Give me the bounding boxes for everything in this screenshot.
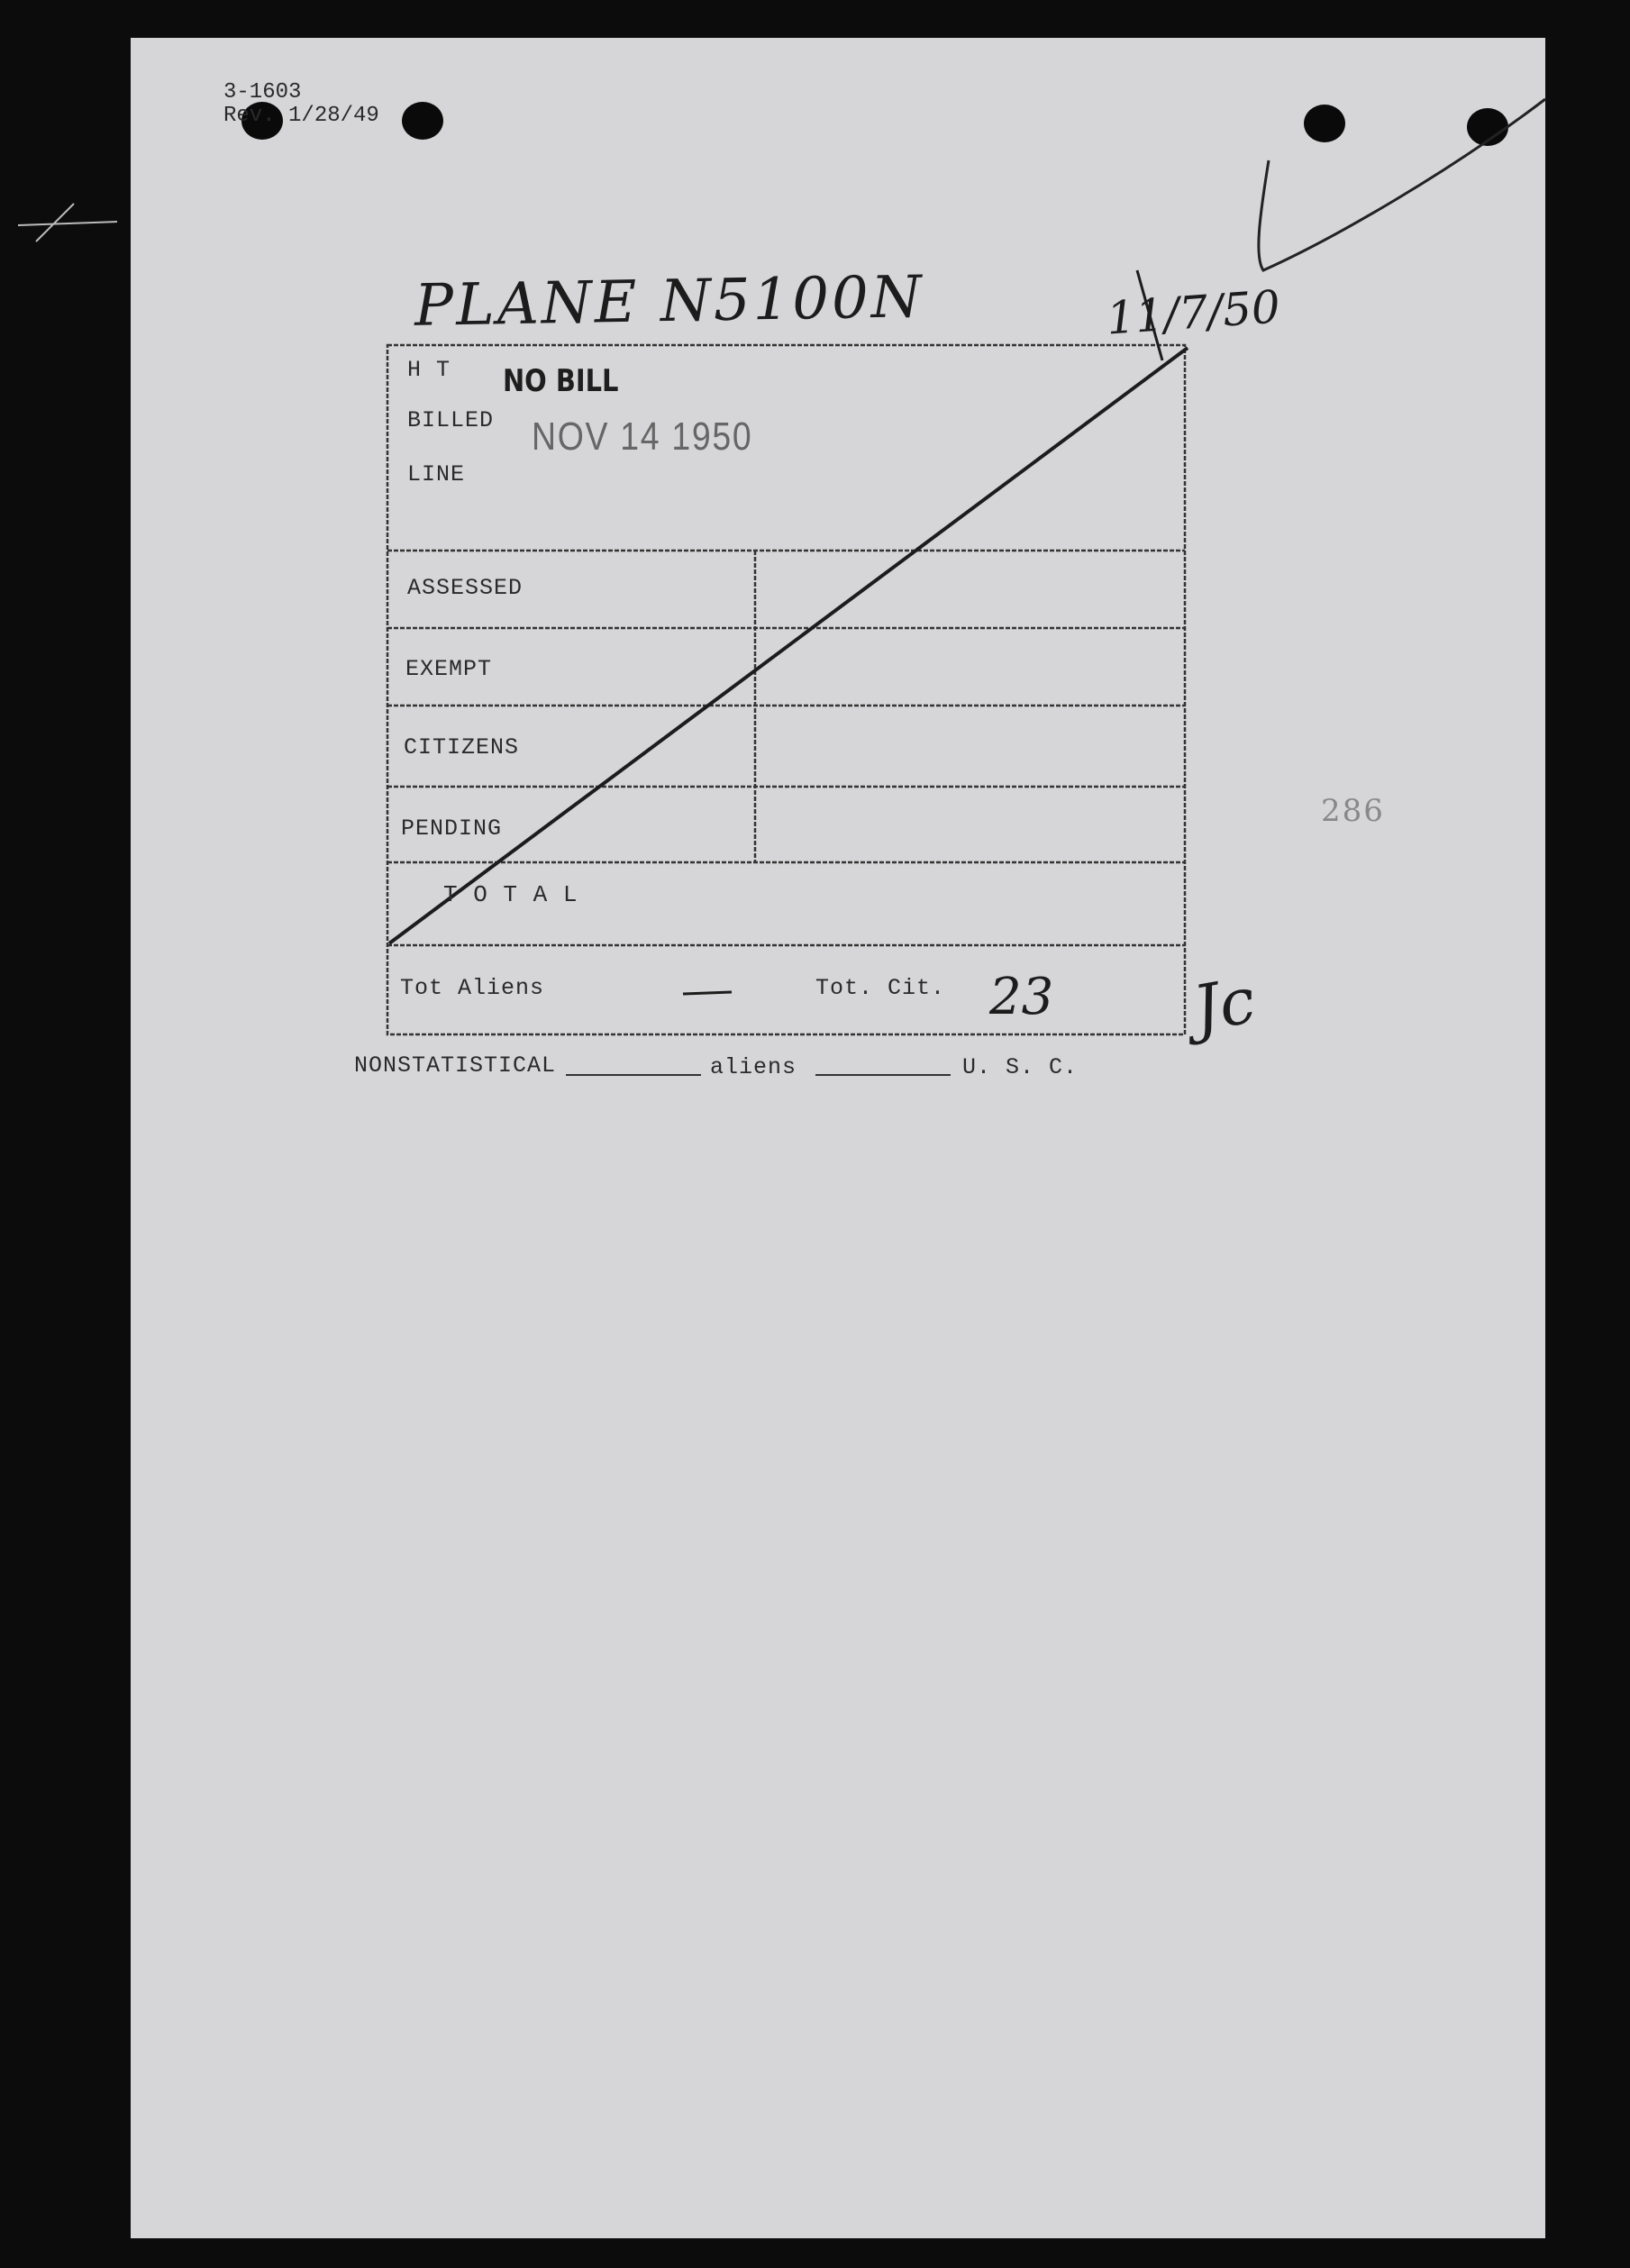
row-pending-label: PENDING — [401, 815, 503, 842]
plane-title: PLANE N5100N — [414, 264, 925, 340]
nonstatistical-label: NONSTATISTICAL — [354, 1052, 557, 1079]
row-citizens-label: CITIZENS — [404, 734, 520, 761]
date-stamp: NOV 14 1950 — [532, 414, 753, 459]
row-assessed-label: ASSESSED — [407, 575, 524, 601]
total-label: T O T A L — [443, 881, 578, 908]
row-exempt-label: EXEMPT — [405, 656, 493, 682]
tot-aliens-value — [811, 973, 812, 974]
page-number: 286 — [1321, 793, 1385, 829]
handwritten-date: 11/7/50 — [1105, 280, 1282, 345]
no-bill-stamp: NO BILL — [503, 363, 619, 399]
tot-cit-label: Tot. Cit. — [815, 975, 946, 1001]
form-number: 3-1603 — [223, 80, 302, 105]
tot-cit-value: 23 — [989, 968, 1054, 1026]
aliens-label: aliens — [710, 1054, 797, 1080]
usc-label: U. S. C. — [962, 1054, 1079, 1080]
line-label: LINE — [407, 461, 466, 487]
initials: Jc — [1188, 962, 1261, 1047]
form-revision: Rev. 1/28/49 — [223, 104, 379, 128]
ht-label: H T — [407, 357, 451, 383]
tot-aliens-label: Tot Aliens — [400, 975, 545, 1001]
billed-label: BILLED — [407, 407, 495, 433]
